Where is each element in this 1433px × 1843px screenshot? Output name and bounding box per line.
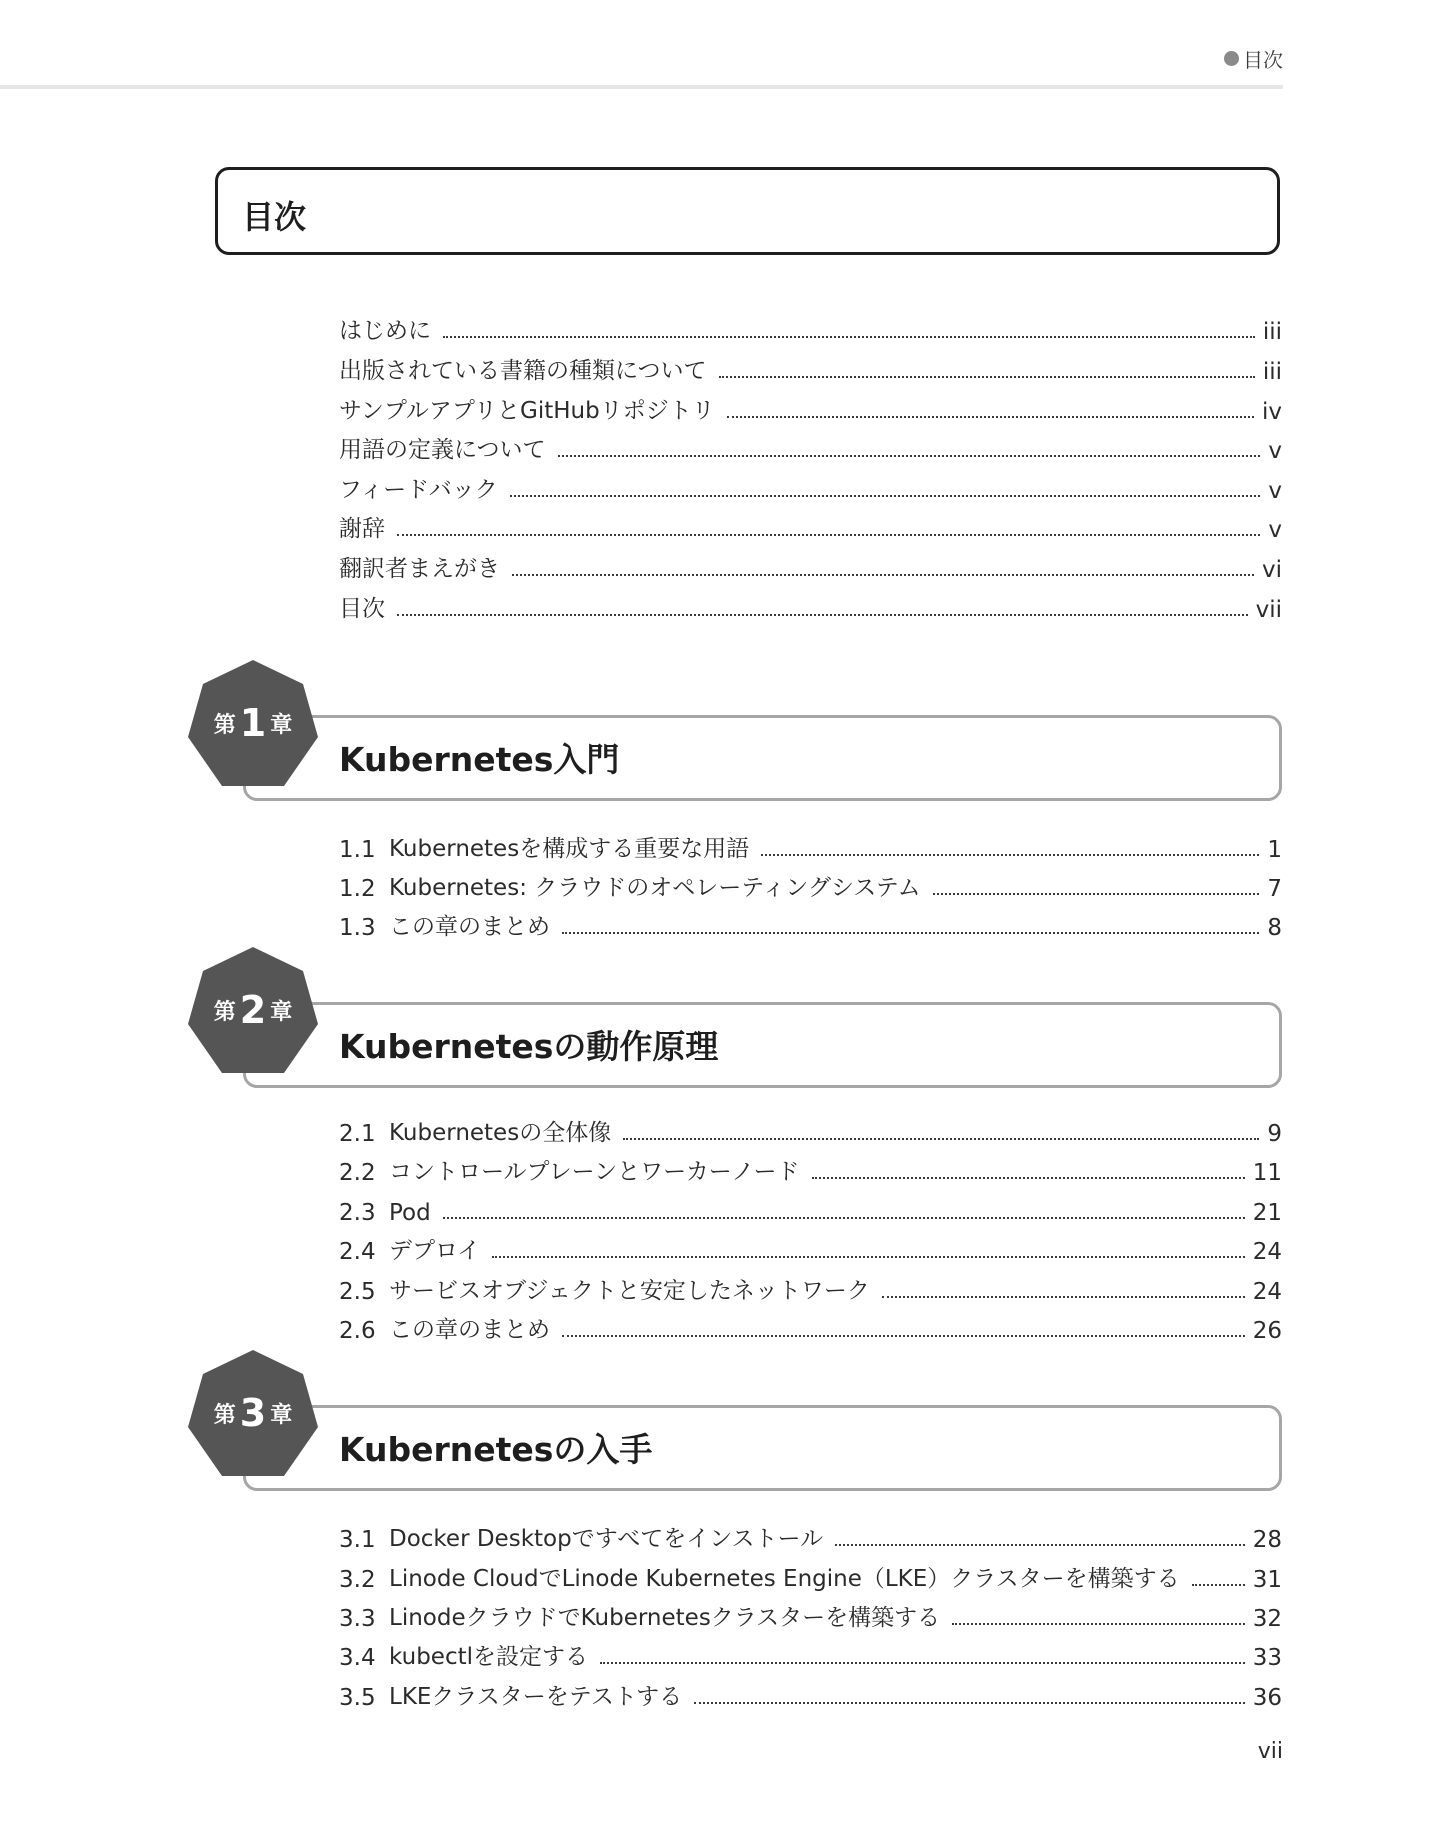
entry-page: 1 (1267, 837, 1282, 863)
dot-leader (727, 416, 1254, 418)
entry-page: 33 (1252, 1645, 1282, 1671)
entry-page: 26 (1252, 1318, 1282, 1344)
entry-label: Pod (389, 1200, 431, 1226)
section-number: 3.5 (339, 1685, 376, 1711)
section-number: 3.3 (339, 1606, 376, 1632)
chapter-title: Kubernetesの動作原理 (339, 1027, 719, 1066)
toc-entry[interactable] (339, 1308, 1282, 1344)
toc-entry[interactable] (339, 1635, 1282, 1671)
chapter-badge (188, 660, 318, 786)
dot-leader (952, 1623, 1245, 1625)
chapter-title: Kubernetes入門 (339, 740, 620, 779)
entry-label: サービスオブジェクトと安定したネットワーク (389, 1278, 870, 1304)
section-number: 3.1 (339, 1527, 376, 1553)
entry-page: 24 (1252, 1279, 1282, 1305)
toc-title-box (215, 167, 1280, 255)
entry-label: デプロイ (389, 1238, 481, 1264)
section-number: 2.2 (339, 1160, 376, 1186)
page-number: vii (1257, 1739, 1283, 1764)
toc-entry[interactable] (339, 905, 1282, 941)
entry-label: 謝辞 (339, 516, 385, 542)
entry-label: この章のまとめ (389, 914, 550, 940)
chapter-suffix: 章 (270, 712, 293, 738)
entry-label: kubectlを設定する (389, 1644, 588, 1670)
entry-label: 用語の定義について (339, 437, 546, 463)
entry-label: LinodeクラウドでKubernetesクラスターを構築する (389, 1605, 941, 1631)
section-number: 1.1 (339, 837, 376, 863)
toc-entry[interactable] (339, 827, 1282, 863)
entry-page: 28 (1252, 1527, 1282, 1553)
dot-leader (812, 1177, 1245, 1179)
chapter-badge (188, 1350, 318, 1476)
section-number: 1.3 (339, 915, 376, 941)
dot-leader (623, 1138, 1259, 1140)
entry-label: LKEクラスターをテストする (389, 1684, 683, 1710)
entry-page: 21 (1252, 1200, 1282, 1226)
running-head (1224, 44, 1283, 73)
section-number: 2.4 (339, 1239, 376, 1265)
toc-entry[interactable] (339, 1150, 1282, 1186)
toc-entry[interactable] (339, 1596, 1282, 1632)
entry-page: v (1268, 517, 1282, 543)
chapter-prefix: 第 (213, 999, 236, 1025)
entry-label: Kubernetesの全体像 (389, 1120, 612, 1146)
dot-leader (694, 1702, 1245, 1704)
toc-entry[interactable] (339, 349, 1282, 385)
toc-entry[interactable] (339, 389, 1282, 425)
chapter-number: 2 (239, 988, 267, 1032)
toc-entry[interactable] (339, 1190, 1282, 1226)
section-number: 2.6 (339, 1318, 376, 1344)
section-number: 2.3 (339, 1200, 376, 1226)
entry-label: この章のまとめ (389, 1317, 550, 1343)
chapter-prefix: 第 (213, 712, 236, 738)
dot-leader (512, 574, 1254, 576)
dot-leader (835, 1544, 1245, 1546)
entry-label: Kubernetes: クラウドのオペレーティングシステム (389, 875, 921, 901)
dot-leader (558, 455, 1261, 457)
toc-entry[interactable] (339, 587, 1282, 623)
toc-entry[interactable] (339, 1517, 1282, 1553)
toc-entry[interactable] (339, 1557, 1282, 1593)
entry-page: vii (1255, 597, 1282, 623)
entry-page: 31 (1252, 1567, 1282, 1593)
toc-entry[interactable] (339, 1111, 1282, 1147)
chapter-1-header[interactable] (0, 660, 1433, 800)
chapter-suffix: 章 (270, 1402, 293, 1428)
toc-entry[interactable] (339, 428, 1282, 464)
toc-entry[interactable] (339, 468, 1282, 504)
dot-leader (761, 854, 1259, 856)
entry-page: iii (1262, 359, 1282, 385)
dot-leader (562, 1335, 1245, 1337)
dot-leader (443, 336, 1255, 338)
chapter-number: 3 (239, 1391, 267, 1435)
dot-leader (397, 534, 1260, 536)
entry-label: 目次 (339, 596, 385, 622)
entry-label: はじめに (339, 318, 431, 344)
chapter-badge (188, 947, 318, 1073)
entry-page: vi (1261, 557, 1282, 583)
entry-label: サンプルアプリとGitHubリポジトリ (339, 398, 715, 424)
toc-entry[interactable] (339, 309, 1282, 345)
entry-page: iv (1261, 399, 1282, 425)
toc-entry[interactable] (339, 507, 1282, 543)
running-head-text: 目次 (1243, 48, 1283, 72)
section-number: 2.5 (339, 1279, 376, 1305)
entry-label: 翻訳者まえがき (339, 556, 500, 582)
toc-entry[interactable] (339, 1269, 1282, 1305)
entry-page: 24 (1252, 1239, 1282, 1265)
entry-label: Kubernetesを構成する重要な用語 (389, 836, 750, 862)
dot-leader (397, 614, 1248, 616)
entry-label: フィードバック (339, 477, 498, 503)
page-title: 目次 (242, 198, 307, 236)
toc-entry[interactable] (339, 1675, 1282, 1711)
section-number: 3.4 (339, 1645, 376, 1671)
chapter-title: Kubernetesの入手 (339, 1430, 653, 1469)
dot-leader (562, 932, 1259, 934)
dot-leader (882, 1296, 1245, 1298)
section-number: 3.2 (339, 1567, 376, 1593)
entry-label: 出版されている書籍の種類について (339, 358, 707, 384)
entry-page: 8 (1267, 915, 1282, 941)
entry-label: コントロールプレーンとワーカーノード (389, 1159, 800, 1185)
entry-label: Docker Desktopですべてをインストール (389, 1526, 824, 1552)
chapter-number: 1 (239, 701, 267, 745)
entry-page: iii (1262, 319, 1282, 345)
dot-leader (600, 1662, 1245, 1664)
toc-entry[interactable] (339, 547, 1282, 583)
entry-page: v (1268, 438, 1282, 464)
toc-entry[interactable] (339, 866, 1282, 902)
chapter-suffix: 章 (270, 999, 293, 1025)
header-rule (0, 85, 1283, 89)
dot-leader (443, 1217, 1245, 1219)
entry-page: 7 (1267, 876, 1282, 902)
bullet-icon (1224, 51, 1239, 66)
dot-leader (492, 1256, 1244, 1258)
dot-leader (933, 893, 1260, 895)
entry-page: v (1268, 478, 1282, 504)
entry-page: 9 (1267, 1121, 1282, 1147)
chapter-2-header[interactable] (0, 947, 1433, 1087)
entry-label: Linode CloudでLinode Kubernetes Engine（LKE）クラスターを構築する (389, 1566, 1180, 1592)
entry-page: 32 (1252, 1606, 1282, 1632)
section-number: 1.2 (339, 876, 376, 902)
entry-page: 36 (1252, 1685, 1282, 1711)
chapter-3-header[interactable] (0, 1350, 1433, 1490)
dot-leader (510, 495, 1261, 497)
chapter-prefix: 第 (213, 1402, 236, 1428)
section-number: 2.1 (339, 1121, 376, 1147)
dot-leader (1192, 1584, 1245, 1586)
toc-entry[interactable] (339, 1229, 1282, 1265)
dot-leader (719, 376, 1255, 378)
entry-page: 11 (1252, 1160, 1282, 1186)
